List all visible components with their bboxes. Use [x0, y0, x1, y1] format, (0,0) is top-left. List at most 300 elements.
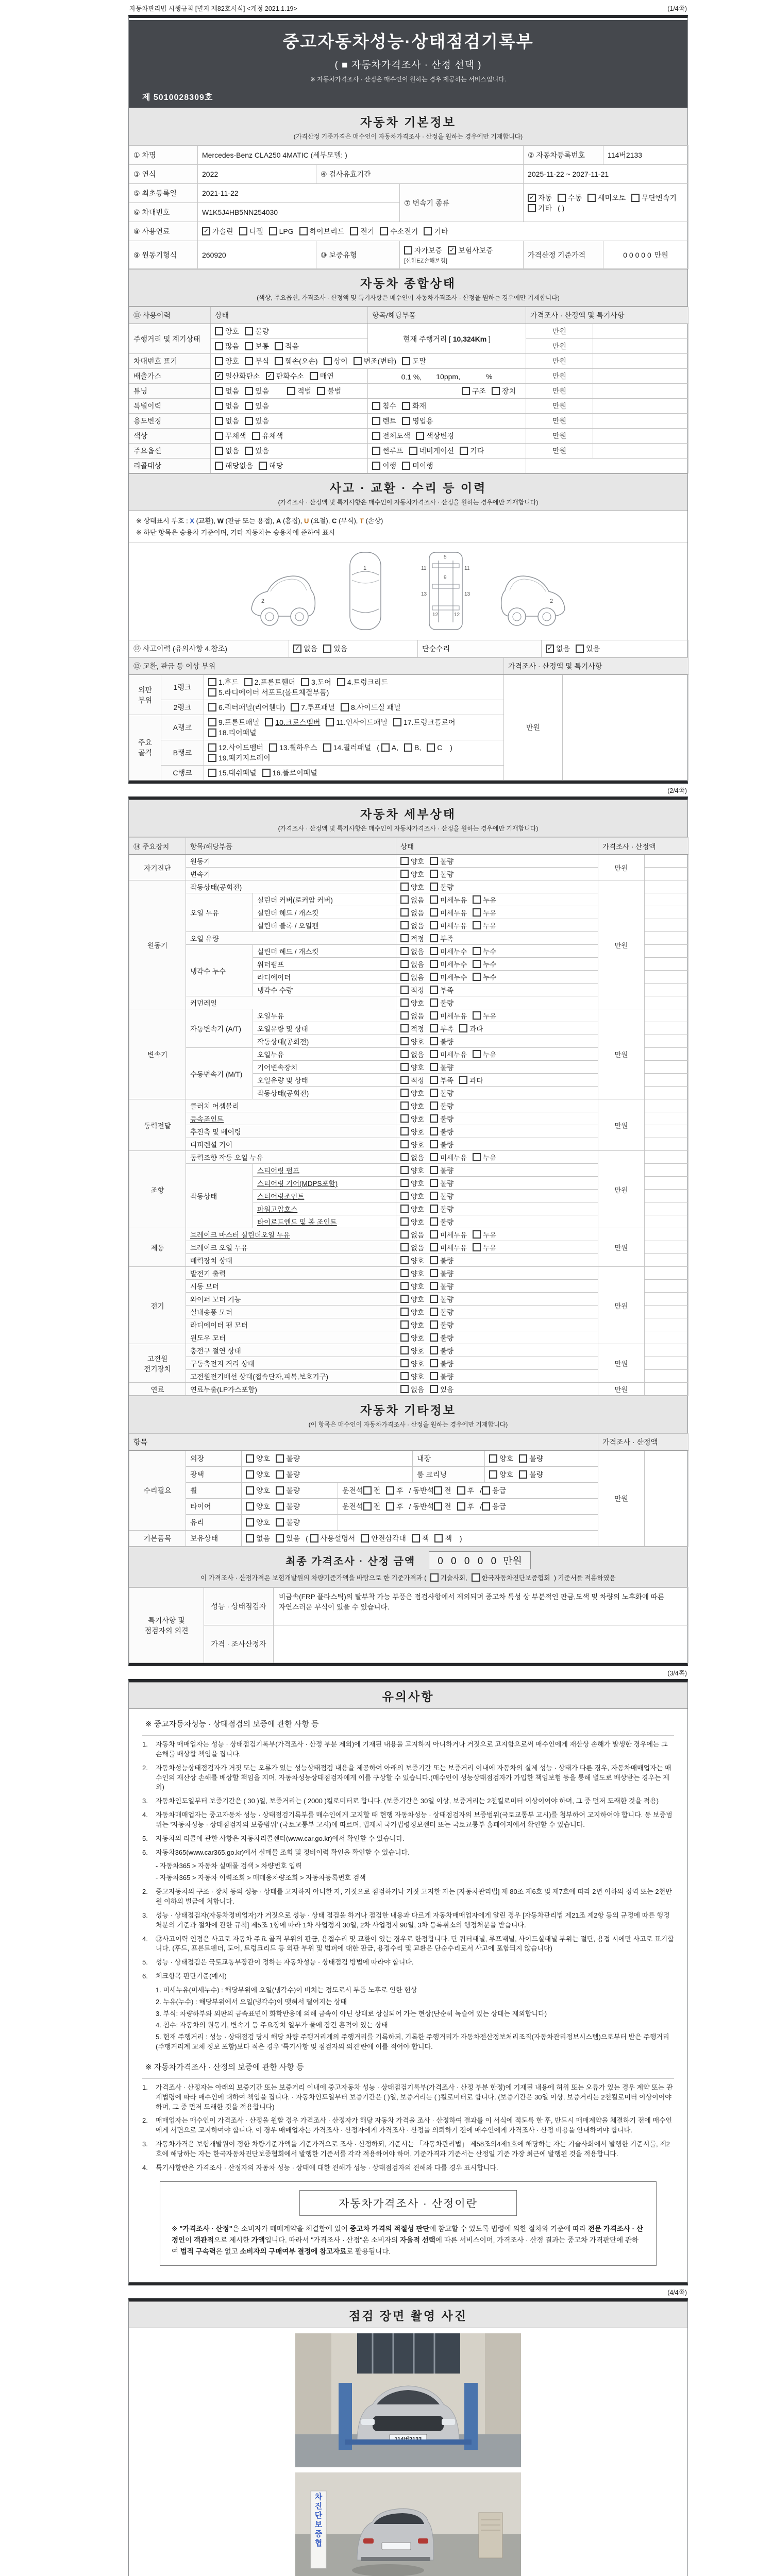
checkbox-썬루프[interactable]	[372, 446, 404, 456]
checkbox-매연[interactable]	[310, 371, 334, 381]
checkbox-있음[interactable]	[276, 1533, 300, 1544]
checkbox-불량[interactable]	[430, 1088, 453, 1098]
checkbox-box[interactable]	[275, 342, 283, 350]
checkbox-A,[interactable]	[381, 743, 398, 752]
checkbox-box[interactable]: ✓	[546, 645, 554, 653]
checkbox-화재[interactable]	[402, 401, 426, 411]
checkbox-box[interactable]	[430, 1346, 438, 1354]
checkbox-box[interactable]	[430, 1359, 438, 1367]
checkbox-box[interactable]	[386, 1486, 394, 1495]
checkbox-box[interactable]	[430, 1050, 438, 1058]
checkbox-양호[interactable]	[489, 1469, 513, 1480]
checkbox-box[interactable]	[350, 227, 358, 235]
checkbox-box[interactable]	[430, 1243, 438, 1251]
checkbox-불량[interactable]	[430, 882, 453, 892]
checkbox-없음[interactable]	[246, 1533, 270, 1544]
checkbox-후[interactable]	[457, 1501, 475, 1512]
checkbox-양호[interactable]	[400, 869, 424, 879]
checkbox-box[interactable]	[430, 1256, 438, 1264]
checkbox-box[interactable]	[400, 1179, 409, 1187]
checkbox-양호[interactable]	[400, 882, 424, 892]
checkbox-잭[interactable]	[434, 1533, 452, 1544]
checkbox-box[interactable]	[400, 1385, 409, 1393]
checkbox-box[interactable]	[457, 1502, 465, 1511]
checkbox-box[interactable]	[323, 645, 331, 653]
checkbox-없음[interactable]	[546, 643, 570, 654]
checkbox-불량[interactable]	[245, 326, 269, 336]
checkbox-불량[interactable]	[430, 1358, 453, 1368]
checkbox-없음[interactable]	[215, 401, 239, 411]
checkbox-box[interactable]	[208, 688, 216, 697]
checkbox-box[interactable]	[291, 703, 299, 711]
checkbox-box[interactable]	[400, 1333, 409, 1342]
checkbox-box[interactable]	[434, 1534, 443, 1543]
checkbox-양호[interactable]	[215, 356, 239, 366]
checkbox-box[interactable]	[386, 1502, 394, 1511]
checkbox-box[interactable]	[326, 718, 334, 726]
checkbox-box[interactable]	[430, 1217, 438, 1226]
checkbox-없음[interactable]	[215, 446, 239, 456]
checkbox-불량[interactable]	[430, 1332, 453, 1343]
checkbox-box[interactable]	[400, 1269, 409, 1277]
checkbox-11.인사이드패널[interactable]	[326, 717, 388, 727]
checkbox-해당[interactable]	[259, 461, 283, 471]
checkbox-미세누유[interactable]	[430, 1049, 467, 1059]
checkbox-양호[interactable]	[400, 1191, 424, 1201]
checkbox-양호[interactable]	[400, 1307, 424, 1317]
checkbox-없음[interactable]	[400, 946, 424, 956]
checkbox-불량[interactable]	[430, 1036, 453, 1046]
checkbox-box[interactable]	[246, 1486, 254, 1495]
checkbox-없음[interactable]	[400, 959, 424, 969]
checkbox-불량[interactable]	[430, 1100, 453, 1111]
checkbox-기타[interactable]	[528, 203, 552, 213]
checkbox-box[interactable]	[400, 1063, 409, 1071]
checkbox-불량[interactable]	[430, 1216, 453, 1227]
checkbox-양호[interactable]	[400, 1294, 424, 1304]
checkbox-box[interactable]	[430, 1101, 438, 1110]
checkbox-미세누수[interactable]	[430, 959, 467, 969]
checkbox-양호[interactable]	[400, 1062, 424, 1072]
checkbox-box[interactable]	[402, 462, 410, 470]
checkbox-디젤[interactable]	[239, 226, 263, 236]
checkbox-box[interactable]	[287, 387, 295, 395]
checkbox-부족[interactable]	[430, 933, 453, 943]
checkbox-적음[interactable]	[275, 341, 299, 351]
checkbox-box[interactable]	[434, 1502, 442, 1511]
checkbox-box[interactable]	[482, 1486, 490, 1495]
checkbox-box[interactable]	[400, 960, 409, 968]
checkbox-양호[interactable]	[246, 1517, 270, 1528]
checkbox-수소전기[interactable]	[380, 226, 418, 236]
checkbox-불량[interactable]	[430, 1062, 453, 1072]
checkbox-box[interactable]	[400, 1230, 409, 1239]
checkbox-box[interactable]	[430, 1166, 438, 1174]
checkbox-box[interactable]	[430, 1385, 438, 1393]
checkbox-도말[interactable]	[402, 356, 426, 366]
checkbox-미세누수[interactable]	[430, 972, 467, 982]
checkbox-box[interactable]	[215, 432, 223, 440]
checkbox-box[interactable]	[245, 417, 253, 425]
checkbox-box[interactable]	[430, 1076, 438, 1084]
checkbox-box[interactable]	[631, 194, 640, 202]
checkbox-box[interactable]	[473, 895, 481, 904]
checkbox-보통[interactable]	[245, 341, 269, 351]
checkbox-17.트렁크플로어[interactable]	[393, 717, 456, 727]
checkbox-box[interactable]	[324, 357, 332, 365]
checkbox-색상변경[interactable]	[416, 431, 454, 441]
checkbox-적정[interactable]	[400, 1023, 424, 1033]
checkbox-box[interactable]	[430, 870, 438, 878]
checkbox-box[interactable]	[430, 1037, 438, 1045]
checkbox-없음[interactable]	[400, 907, 424, 918]
checkbox-box[interactable]	[363, 1486, 372, 1495]
checkbox-12.사이드멤버[interactable]	[208, 742, 263, 753]
checkbox-box[interactable]	[460, 447, 468, 455]
checkbox-box[interactable]	[402, 402, 410, 410]
checkbox-후[interactable]	[386, 1485, 404, 1496]
checkbox-box[interactable]	[472, 1573, 480, 1582]
checkbox-box[interactable]	[323, 743, 331, 752]
checkbox-불량[interactable]	[430, 1281, 453, 1291]
checkbox-box[interactable]	[459, 1076, 467, 1084]
checkbox-box[interactable]	[473, 960, 481, 968]
checkbox-box[interactable]	[245, 342, 253, 350]
checkbox-box[interactable]	[416, 432, 424, 440]
checkbox-box[interactable]	[462, 387, 470, 395]
checkbox-누유[interactable]	[473, 1152, 496, 1162]
checkbox-불량[interactable]	[276, 1517, 300, 1528]
checkbox-불량[interactable]	[430, 997, 453, 1008]
checkbox-없음[interactable]	[400, 894, 424, 905]
checkbox-있음[interactable]	[430, 1384, 453, 1394]
checkbox-box[interactable]	[400, 1153, 409, 1161]
checkbox-box[interactable]	[576, 645, 584, 653]
checkbox-box[interactable]: ✓	[266, 372, 274, 380]
checkbox-box[interactable]: ✓	[202, 227, 210, 235]
checkbox-14.필러패널[interactable]	[323, 742, 372, 753]
checkbox-box[interactable]	[404, 743, 412, 752]
checkbox-box[interactable]	[372, 447, 380, 455]
checkbox-box[interactable]	[400, 1346, 409, 1354]
checkbox-box[interactable]	[400, 1295, 409, 1303]
checkbox-box[interactable]	[430, 908, 438, 917]
checkbox-box[interactable]	[430, 998, 438, 1007]
checkbox-box[interactable]	[393, 718, 401, 726]
checkbox-box[interactable]	[215, 342, 223, 350]
checkbox-양호[interactable]	[400, 1113, 424, 1124]
checkbox-box[interactable]: ✓	[528, 194, 536, 202]
checkbox-8.사이드실 패널[interactable]	[341, 702, 401, 713]
checkbox-box[interactable]	[208, 703, 216, 711]
checkbox-box[interactable]	[587, 194, 596, 202]
checkbox-box[interactable]	[457, 1486, 465, 1495]
checkbox-양호[interactable]	[400, 1332, 424, 1343]
checkbox-있음[interactable]	[323, 643, 347, 654]
checkbox-box[interactable]	[473, 1153, 481, 1161]
checkbox-유채색[interactable]	[252, 431, 283, 441]
checkbox-불량[interactable]	[430, 1319, 453, 1330]
checkbox-box[interactable]	[430, 1205, 438, 1213]
checkbox-box[interactable]	[473, 1011, 481, 1020]
checkbox-box[interactable]	[400, 1050, 409, 1058]
checkbox-양호[interactable]	[400, 1255, 424, 1265]
checkbox-box[interactable]	[430, 1114, 438, 1123]
checkbox-box[interactable]	[430, 1063, 438, 1071]
checkbox-불량[interactable]	[430, 869, 453, 879]
checkbox-box[interactable]	[430, 1127, 438, 1136]
checkbox-box[interactable]	[245, 402, 253, 410]
checkbox-box[interactable]	[317, 387, 325, 395]
checkbox-box[interactable]	[404, 246, 412, 255]
checkbox-box[interactable]	[372, 402, 380, 410]
checkbox-box[interactable]	[245, 447, 253, 455]
checkbox-없음[interactable]	[215, 416, 239, 426]
checkbox-7.루프패널[interactable]	[291, 702, 335, 713]
checkbox-box[interactable]	[246, 1454, 254, 1463]
checkbox-과다[interactable]	[459, 1023, 483, 1033]
checkbox-미세누유[interactable]	[430, 1229, 467, 1240]
checkbox-양호[interactable]	[400, 1371, 424, 1381]
checkbox-불량[interactable]	[276, 1485, 300, 1496]
checkbox-box[interactable]	[400, 1114, 409, 1123]
checkbox-없음[interactable]	[400, 1152, 424, 1162]
checkbox-구조[interactable]	[462, 386, 486, 396]
checkbox-부식[interactable]	[245, 356, 269, 366]
checkbox-box[interactable]	[528, 204, 536, 212]
checkbox-수동[interactable]	[558, 193, 582, 203]
checkbox-box[interactable]	[400, 1140, 409, 1148]
checkbox-box[interactable]	[430, 1179, 438, 1187]
checkbox-C[interactable]	[427, 743, 442, 752]
checkbox-box[interactable]	[215, 417, 223, 425]
checkbox-사용설명서[interactable]	[310, 1533, 356, 1544]
checkbox-양호[interactable]	[400, 1319, 424, 1330]
checkbox-box[interactable]	[424, 227, 432, 235]
checkbox-많음[interactable]	[215, 341, 239, 351]
checkbox-불량[interactable]	[430, 1178, 453, 1188]
checkbox-16.플로어패널[interactable]	[262, 768, 317, 778]
checkbox-자동[interactable]	[528, 193, 552, 203]
checkbox-미세누유[interactable]	[430, 1010, 467, 1021]
checkbox-box[interactable]: ✓	[215, 372, 223, 380]
checkbox-영업용[interactable]	[402, 416, 433, 426]
checkbox-가솔린[interactable]	[202, 226, 233, 236]
checkbox-box[interactable]	[400, 998, 409, 1007]
checkbox-누수[interactable]	[473, 959, 496, 969]
checkbox-box[interactable]	[473, 908, 481, 917]
checkbox-양호[interactable]	[400, 1268, 424, 1278]
checkbox-box[interactable]	[400, 1320, 409, 1329]
checkbox-box[interactable]	[400, 1024, 409, 1032]
checkbox-box[interactable]	[361, 1534, 369, 1543]
checkbox-box[interactable]	[430, 1372, 438, 1380]
checkbox-box[interactable]	[459, 1024, 467, 1032]
checkbox-box[interactable]	[400, 973, 409, 981]
checkbox-후[interactable]	[386, 1501, 404, 1512]
checkbox-장치[interactable]	[492, 386, 516, 396]
checkbox-box[interactable]	[299, 227, 308, 235]
checkbox-전[interactable]	[363, 1485, 381, 1496]
checkbox-box[interactable]	[430, 973, 438, 981]
checkbox-box[interactable]	[400, 1089, 409, 1097]
checkbox-네비게이션[interactable]	[409, 446, 455, 456]
checkbox-box[interactable]	[372, 417, 380, 425]
checkbox-불량[interactable]	[430, 1126, 453, 1137]
checkbox-불량[interactable]	[430, 1204, 453, 1214]
checkbox-불량[interactable]	[430, 1191, 453, 1201]
checkbox-box[interactable]	[208, 743, 216, 752]
checkbox-불량[interactable]	[276, 1453, 300, 1464]
checkbox-box[interactable]	[400, 1217, 409, 1226]
checkbox-box[interactable]	[430, 1230, 438, 1239]
checkbox-불량[interactable]	[430, 1113, 453, 1124]
checkbox-box[interactable]	[400, 908, 409, 917]
checkbox-양호[interactable]	[400, 1139, 424, 1149]
checkbox-box[interactable]	[430, 960, 438, 968]
checkbox-box[interactable]	[430, 1192, 438, 1200]
checkbox-box[interactable]	[215, 462, 223, 470]
checkbox-box[interactable]	[473, 947, 481, 955]
checkbox-15.대쉬패널[interactable]	[208, 768, 257, 778]
checkbox-미세누유[interactable]	[430, 907, 467, 918]
checkbox-양호[interactable]	[400, 856, 424, 866]
checkbox-box[interactable]	[400, 1101, 409, 1110]
checkbox-과다[interactable]	[459, 1075, 483, 1085]
checkbox-box[interactable]	[400, 857, 409, 865]
checkbox-침수[interactable]	[372, 401, 396, 411]
checkbox-누유[interactable]	[473, 894, 496, 905]
checkbox-box[interactable]	[276, 1486, 284, 1495]
checkbox-box[interactable]	[400, 1372, 409, 1380]
checkbox-미세누유[interactable]	[430, 1242, 467, 1252]
checkbox-box[interactable]	[215, 387, 223, 395]
checkbox-box[interactable]	[430, 1320, 438, 1329]
checkbox-불량[interactable]	[430, 1371, 453, 1381]
checkbox-미세누수[interactable]	[430, 946, 467, 956]
checkbox-box[interactable]	[430, 1269, 438, 1277]
checkbox-적정[interactable]	[400, 1075, 424, 1085]
checkbox-box[interactable]	[402, 357, 410, 365]
checkbox-적정[interactable]	[400, 985, 424, 995]
checkbox-있음[interactable]	[245, 386, 269, 396]
checkbox-10.크로스멤버[interactable]	[265, 717, 320, 727]
checkbox-무채색[interactable]	[215, 431, 246, 441]
checkbox-box[interactable]	[363, 1502, 372, 1511]
checkbox-box[interactable]	[244, 678, 253, 686]
checkbox-9.프론트패널[interactable]	[208, 717, 259, 727]
checkbox-양호[interactable]	[400, 1358, 424, 1368]
checkbox-안전삼각대[interactable]	[361, 1533, 406, 1544]
checkbox-box[interactable]	[259, 462, 267, 470]
checkbox-5.라디에이터 서포트(볼트체결부품)[interactable]	[208, 687, 329, 698]
checkbox-없음[interactable]	[215, 386, 239, 396]
checkbox-응급[interactable]	[482, 1485, 506, 1496]
checkbox-불량[interactable]	[430, 1345, 453, 1355]
checkbox-양호[interactable]	[400, 1100, 424, 1111]
checkbox-후[interactable]	[457, 1485, 475, 1496]
checkbox-전[interactable]	[434, 1485, 451, 1496]
checkbox-box[interactable]	[246, 1502, 254, 1511]
checkbox-box[interactable]	[430, 921, 438, 929]
checkbox-3.도어[interactable]	[301, 677, 331, 687]
checkbox-없음[interactable]	[400, 1242, 424, 1252]
checkbox-양호[interactable]	[400, 1204, 424, 1214]
checkbox-변조(변타)[interactable]	[354, 356, 396, 366]
checkbox-누유[interactable]	[473, 1229, 496, 1240]
checkbox-box[interactable]	[400, 1037, 409, 1045]
checkbox-box[interactable]	[519, 1454, 527, 1463]
checkbox-box[interactable]	[354, 357, 362, 365]
checkbox-불량[interactable]	[430, 1255, 453, 1265]
checkbox-box[interactable]	[215, 357, 223, 365]
checkbox-box[interactable]	[276, 1454, 284, 1463]
checkbox-불량[interactable]	[430, 1139, 453, 1149]
checkbox-누유[interactable]	[473, 907, 496, 918]
checkbox-누수[interactable]	[473, 972, 496, 982]
checkbox-box[interactable]	[208, 754, 216, 762]
checkbox-전[interactable]	[434, 1501, 451, 1512]
checkbox-box[interactable]	[427, 743, 435, 752]
checkbox-누유[interactable]	[473, 1242, 496, 1252]
checkbox-양호[interactable]	[400, 1165, 424, 1175]
checkbox-상이[interactable]	[324, 356, 348, 366]
checkbox-box[interactable]	[430, 1153, 438, 1161]
checkbox-불량[interactable]	[276, 1469, 300, 1480]
checkbox-무단변속기[interactable]	[631, 193, 677, 203]
checkbox-불량[interactable]	[430, 1307, 453, 1317]
checkbox-양호[interactable]	[246, 1469, 270, 1480]
checkbox-있음[interactable]	[245, 446, 269, 456]
checkbox-기타[interactable]	[424, 226, 448, 236]
checkbox-box[interactable]	[430, 1295, 438, 1303]
checkbox-box[interactable]	[246, 1534, 254, 1543]
checkbox-box[interactable]	[239, 227, 247, 235]
checkbox-없음[interactable]	[400, 920, 424, 930]
checkbox-box[interactable]	[400, 947, 409, 955]
checkbox-있음[interactable]	[245, 416, 269, 426]
checkbox-4.트렁크리드[interactable]	[337, 677, 388, 687]
checkbox-불량[interactable]	[519, 1469, 543, 1480]
checkbox-미세누유[interactable]	[430, 1152, 467, 1162]
checkbox-box[interactable]: ✓	[293, 645, 301, 653]
checkbox-box[interactable]	[215, 402, 223, 410]
checkbox-부족[interactable]	[430, 1075, 453, 1085]
checkbox-LPG[interactable]	[269, 227, 294, 235]
checkbox-box[interactable]	[310, 372, 318, 380]
checkbox-전기[interactable]	[350, 226, 374, 236]
checkbox-이행[interactable]	[372, 461, 396, 471]
checkbox-기타[interactable]	[460, 446, 484, 456]
checkbox-6.쿼터패널(리어휀다)[interactable]	[208, 702, 285, 713]
checkbox-불량[interactable]	[430, 1165, 453, 1175]
checkbox-box[interactable]	[372, 432, 380, 440]
checkbox-box[interactable]	[310, 1534, 318, 1543]
checkbox-B,[interactable]	[404, 743, 421, 752]
checkbox-box[interactable]	[473, 921, 481, 929]
checkbox-box[interactable]	[215, 447, 223, 455]
checkbox-box[interactable]	[400, 870, 409, 878]
checkbox-부족[interactable]	[430, 1023, 453, 1033]
checkbox-box[interactable]	[372, 462, 380, 470]
checkbox-box[interactable]	[430, 947, 438, 955]
checkbox-양호[interactable]	[489, 1453, 513, 1464]
checkbox-box[interactable]	[434, 1486, 442, 1495]
checkbox-불량[interactable]	[430, 856, 453, 866]
checkbox-box[interactable]	[215, 327, 223, 335]
checkbox-탄화수소[interactable]	[266, 371, 304, 381]
checkbox-box[interactable]	[400, 883, 409, 891]
